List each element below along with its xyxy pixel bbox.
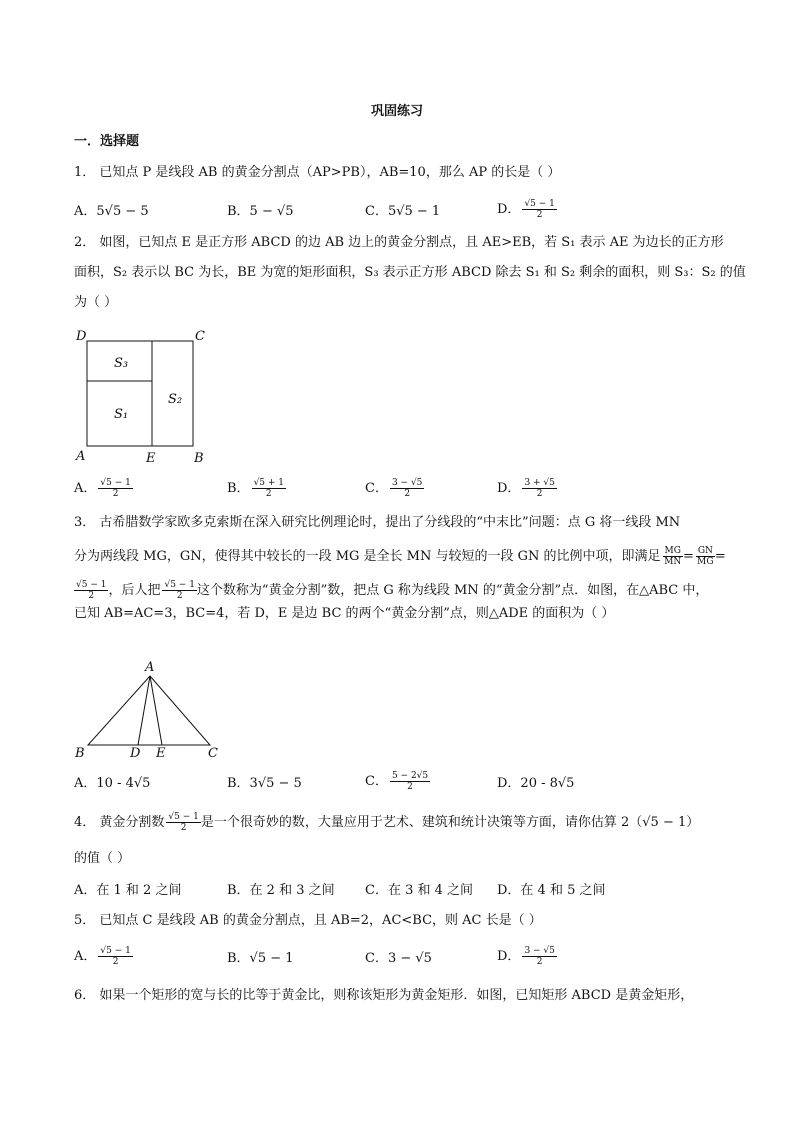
- denominator: MG: [697, 557, 714, 567]
- q5-option-d[interactable]: [497, 946, 557, 967]
- q3-option-d[interactable]: D．20 - 8√5: [497, 776, 575, 791]
- label-e: E: [156, 746, 166, 760]
- label-b: B: [194, 451, 204, 466]
- question-5-stem: 5． 已知点 C 是线段 AB 的黄金分割点，且 AB=2，AC<BC，则 AC 长是（ ）: [74, 913, 542, 928]
- option-label: D．: [497, 481, 521, 496]
- numerator: √5 − 1: [164, 580, 195, 590]
- question-2-line-3: 为（ ）: [74, 295, 118, 310]
- denominator: 2: [112, 957, 119, 967]
- fraction: [98, 946, 132, 967]
- equals: =: [682, 549, 694, 564]
- text: 这个数称为“黄金分割”数，把点 G 称为线段 MN 的“黄金分割”点．如图，在△ABC 中，: [196, 583, 709, 598]
- numerator: 3 + √5: [524, 478, 555, 488]
- denominator: 2: [265, 489, 272, 499]
- fraction: [162, 580, 196, 601]
- numerator: √5 − 1: [100, 478, 131, 488]
- question-2-line-2: 面积，S₂ 表示以 BC 为长，BE 为宽的矩形面积，S₃ 表示正方形 ABCD 除去 S₁ 和 S₂ 剩余的面积，则 S₃：S₂ 的值: [74, 265, 746, 280]
- q3-option-c[interactable]: [365, 771, 430, 792]
- text: 4． 黄金分割数: [74, 815, 165, 830]
- label-e: E: [146, 451, 156, 466]
- fraction: [522, 478, 556, 499]
- fraction: [390, 478, 424, 499]
- denominator: 2: [404, 489, 411, 499]
- fraction: [252, 478, 286, 499]
- segment-ae: [150, 676, 162, 745]
- label-s2: S₂: [168, 392, 183, 407]
- q3-option-a[interactable]: A．10 - 4√5: [74, 776, 151, 791]
- q3-option-b[interactable]: B．3√5 − 5: [227, 776, 302, 791]
- q5-option-b[interactable]: B．√5 − 1: [227, 951, 294, 966]
- fraction: [98, 478, 132, 499]
- question-4-line-1: [74, 812, 699, 833]
- numerator: √5 − 1: [524, 199, 555, 209]
- question-3-line-4: 已知 AB=AC=3，BC=4，若 D，E 是边 BC 的两个“黄金分割”点，则△ADE 的面积为（ ）: [74, 606, 615, 621]
- q2-option-c[interactable]: [365, 478, 424, 499]
- denominator: 2: [536, 957, 543, 967]
- triangle-figure: [70, 655, 230, 760]
- q4-option-d[interactable]: D．在 4 和 5 之间: [497, 883, 606, 898]
- q1-option-a[interactable]: A．5√5 − 5: [74, 204, 149, 219]
- numerator: √5 + 1: [253, 478, 285, 488]
- q1-option-b[interactable]: B．5 − √5: [227, 204, 294, 219]
- numerator: √5 − 1: [76, 580, 107, 590]
- label-s1: S₁: [114, 407, 129, 422]
- fraction: [522, 199, 556, 220]
- denominator: 2: [88, 591, 95, 601]
- question-3-line-3: [72, 580, 708, 601]
- option-label: D．: [497, 202, 521, 217]
- option-label: C．: [365, 774, 388, 789]
- denominator: 2: [407, 782, 413, 792]
- text: 是一个很奇妙的数，大量应用于艺术、建筑和统计决策等方面，请你估算 2（√5 − 1）: [200, 815, 700, 830]
- label-c: C: [208, 746, 218, 760]
- numerator: 3 − √5: [524, 946, 555, 956]
- denominator: 2: [112, 489, 119, 499]
- question-6-stem: 6． 如果一个矩形的宽与长的比等于黄金比，则称该矩形为黄金矩形．如图，已知矩形 ABCD 是黄金矩形，: [74, 988, 694, 1003]
- fraction: [166, 812, 200, 833]
- q4-option-c[interactable]: C．在 3 和 4 之间: [365, 883, 474, 898]
- question-4-line-2: 的值（ ）: [74, 851, 131, 866]
- label-d: D: [130, 746, 141, 760]
- equals: =: [714, 549, 726, 564]
- numerator: 3 − √5: [391, 478, 423, 488]
- page-title: 巩固练习: [370, 104, 423, 119]
- q2-option-b[interactable]: [227, 478, 286, 499]
- option-label: A．: [74, 949, 97, 964]
- q5-option-a[interactable]: [74, 946, 133, 967]
- option-label: A．: [74, 481, 97, 496]
- q2-option-d[interactable]: [497, 478, 557, 499]
- numerator: √5 − 1: [168, 812, 199, 822]
- q1-option-d[interactable]: [497, 199, 557, 220]
- denominator: 2: [536, 210, 543, 220]
- denominator: MN: [664, 557, 682, 567]
- q4-option-a[interactable]: A．在 1 和 2 之间: [74, 883, 182, 898]
- fraction: [74, 580, 108, 601]
- denominator: 2: [536, 489, 543, 499]
- q2-option-a[interactable]: [74, 478, 133, 499]
- question-3-line-2: [74, 546, 726, 567]
- q4-option-b[interactable]: B．在 2 和 3 之间: [227, 883, 335, 898]
- fraction: [696, 546, 715, 567]
- numerator: MG: [664, 546, 681, 556]
- question-1-stem: 1． 已知点 P 是线段 AB 的黄金分割点（AP>PB），AB=10，那么 AP 的长是（ ）: [74, 165, 561, 180]
- option-label: C．: [365, 481, 388, 496]
- numerator: 5 − 2√5: [391, 771, 429, 781]
- option-label: D．: [497, 949, 521, 964]
- label-a: A: [76, 449, 86, 464]
- label-c: C: [195, 329, 205, 344]
- label-s3: S₃: [114, 356, 129, 371]
- denominator: 2: [176, 591, 183, 601]
- label-b: B: [75, 746, 85, 760]
- text: 分为两线段 MG，GN，使得其中较长的一段 MG 是全长 MN 与较短的一段 GN 的比例中项，即满足: [74, 549, 661, 564]
- text: ，后人把: [108, 583, 161, 598]
- section-heading: 一．选择题: [74, 134, 140, 149]
- segment-ad: [138, 676, 150, 745]
- numerator: GN: [697, 546, 713, 556]
- denominator: 2: [180, 823, 187, 833]
- fraction: [390, 771, 430, 792]
- q5-option-c[interactable]: C．3 − √5: [365, 951, 432, 966]
- option-label: B．: [227, 481, 250, 496]
- question-2-line-1: 2． 如图，已知点 E 是正方形 ABCD 的边 AB 边上的黄金分割点，且 AE>EB，若 S₁ 表示 AE 为边长的正方形: [74, 235, 724, 250]
- numerator: √5 − 1: [100, 946, 131, 956]
- label-a: A: [145, 660, 155, 675]
- label-d: D: [76, 329, 87, 344]
- square-figure: [70, 325, 210, 470]
- question-3-line-1: 3． 古希腊数学家欧多克索斯在深入研究比例理论时，提出了分线段的“中末比”问题：点 G 将一线段 MN: [74, 515, 681, 530]
- q1-option-c[interactable]: C．5√5 − 1: [365, 204, 441, 219]
- fraction: [663, 546, 683, 567]
- triangle-abc: [88, 676, 210, 745]
- fraction: [522, 946, 556, 967]
